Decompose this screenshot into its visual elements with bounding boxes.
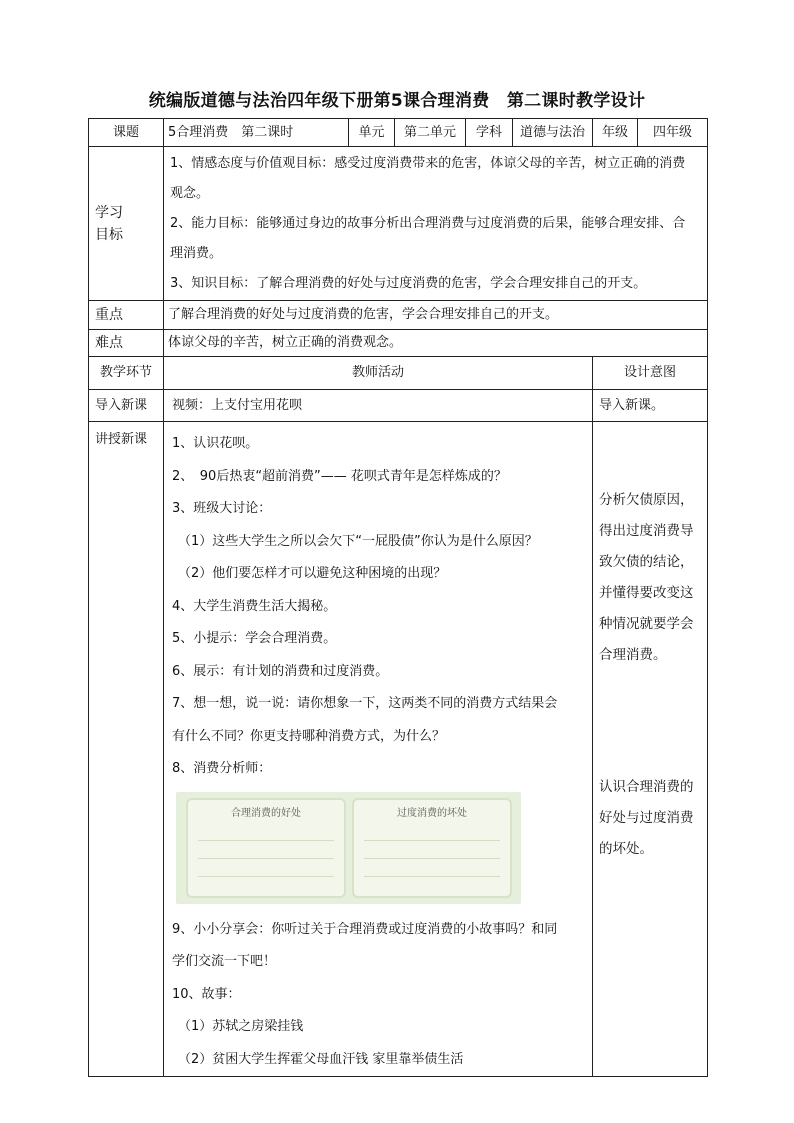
lecture-row (89, 422, 708, 1077)
intro-activity: 视频：上支付宝用花呗 (164, 390, 593, 422)
column-intent: 设计意图 (593, 357, 708, 390)
topic-label: 课题 (89, 119, 164, 147)
key-point-label: 重点 (89, 301, 164, 330)
step-line: 5、小提示：学会合理消费。 (172, 631, 337, 646)
lesson-plan-table (88, 118, 708, 1077)
page-title: 统编版道德与法治四年级下册第5课合理消费 第二课时教学设计 (148, 91, 646, 111)
step-line: 8、消费分析师： (172, 761, 272, 776)
bad-card-title: 过度消费的坏处 (397, 807, 467, 819)
grade-value: 四年级 (638, 119, 708, 147)
step-line: （1）这些大学生之所以会欠下“一屁股债”你认为是什么原因？ (178, 533, 538, 549)
step-line: 有什么不同？你更支持哪种消费方式，为什么？ (172, 728, 446, 744)
bad-card (352, 798, 512, 898)
intent-line: 得出过度消费导 (599, 523, 694, 539)
step-line: 学们交流一下吧！ (172, 954, 277, 969)
good-card-title: 合理消费的好处 (231, 807, 301, 819)
step-line: 1、认识花呗。 (172, 436, 259, 451)
header-row (89, 119, 708, 147)
intent-group-2 (599, 772, 703, 865)
step-line: （2）他们要怎样才可以避免这种困境的出现？ (178, 566, 447, 581)
good-card (186, 798, 346, 898)
goals-label (89, 147, 164, 301)
intent-group-1 (599, 485, 703, 671)
goals-label-line2: 目标 (95, 226, 123, 243)
step-line: 4、大学生消费生活大揭秘。 (172, 598, 337, 614)
intent-line: 合理消费。 (599, 647, 667, 663)
intro-intent: 导入新课。 (593, 390, 708, 422)
intent-line: 并懂得要改变这 (599, 585, 694, 601)
intent-line: 致欠债的结论， (599, 554, 694, 570)
intent-line: 认识合理消费的 (599, 779, 694, 795)
column-header-row (89, 357, 708, 390)
step-line: 2、 90后热衷“超前消费”—— 花呗式青年是怎样炼成的？ (172, 468, 507, 484)
goal-line: 1、情感态度与价值观目标：感受过度消费带来的危害，体谅父母的辛苦，树立正确的消费 (170, 155, 686, 171)
goal-line: 观念。 (170, 185, 210, 201)
intro-row (89, 390, 708, 422)
difficulty-text: 体谅父母的辛苦，树立正确的消费观念。 (164, 330, 708, 357)
key-point-row (89, 301, 708, 330)
consumption-analysis-image (176, 792, 521, 904)
intro-stage: 导入新课 (89, 390, 164, 422)
key-point-text: 了解合理消费的好处与过度消费的危害，学会合理安排自己的开支。 (164, 301, 708, 330)
step-line: （1）苏轼之房梁挂钱 (178, 1019, 304, 1034)
step-line: 7、想一想，说一说：请你想象一下，这两类不同的消费方式结果会 (172, 696, 558, 711)
goals-label-line1: 学习 (95, 204, 123, 221)
goal-line: 2、能力目标：能够通过身边的故事分析出合理消费与过度消费的后果，能够合理安排、合 (170, 215, 686, 231)
subject-label: 学科 (466, 119, 513, 147)
step-line: 9、小小分享会：你听过关于合理消费或过度消费的小故事吗？和同 (172, 921, 558, 937)
step-line: 3、班级大讨论： (172, 501, 272, 516)
column-teacher: 教师活动 (164, 357, 593, 390)
unit-label: 单元 (349, 119, 395, 147)
subject-value: 道德与法治 (513, 119, 593, 147)
grade-label: 年级 (593, 119, 638, 147)
topic-value: 5合理消费 第二课时 (164, 119, 349, 147)
goals-content (164, 147, 708, 301)
difficulty-label: 难点 (89, 330, 164, 357)
difficulty-row (89, 330, 708, 357)
goal-line: 3、知识目标：了解合理消费的好处与过度消费的危害，学会合理安排自己的开支。 (170, 275, 647, 291)
goal-line: 理消费。 (170, 245, 223, 261)
step-line: 10、故事： (172, 986, 241, 1002)
lecture-activities (164, 422, 593, 1077)
column-stage: 教学环节 (89, 357, 164, 390)
step-line: （2）贫困大学生挥霍父母血汗钱 家里靠举债生活 (178, 1051, 464, 1067)
intent-line: 好处与过度消费 (599, 810, 694, 826)
lecture-intent (593, 422, 708, 1077)
step-line: 6、展示：有计划的消费和过度消费。 (172, 663, 389, 679)
intent-line: 分析欠债原因， (599, 492, 694, 508)
lecture-stage: 讲授新课 (89, 422, 164, 1077)
goals-row (89, 147, 708, 301)
intent-line: 的坏处。 (599, 841, 653, 857)
intent-line: 种情况就要学会 (599, 616, 694, 632)
unit-value: 第二单元 (395, 119, 466, 147)
